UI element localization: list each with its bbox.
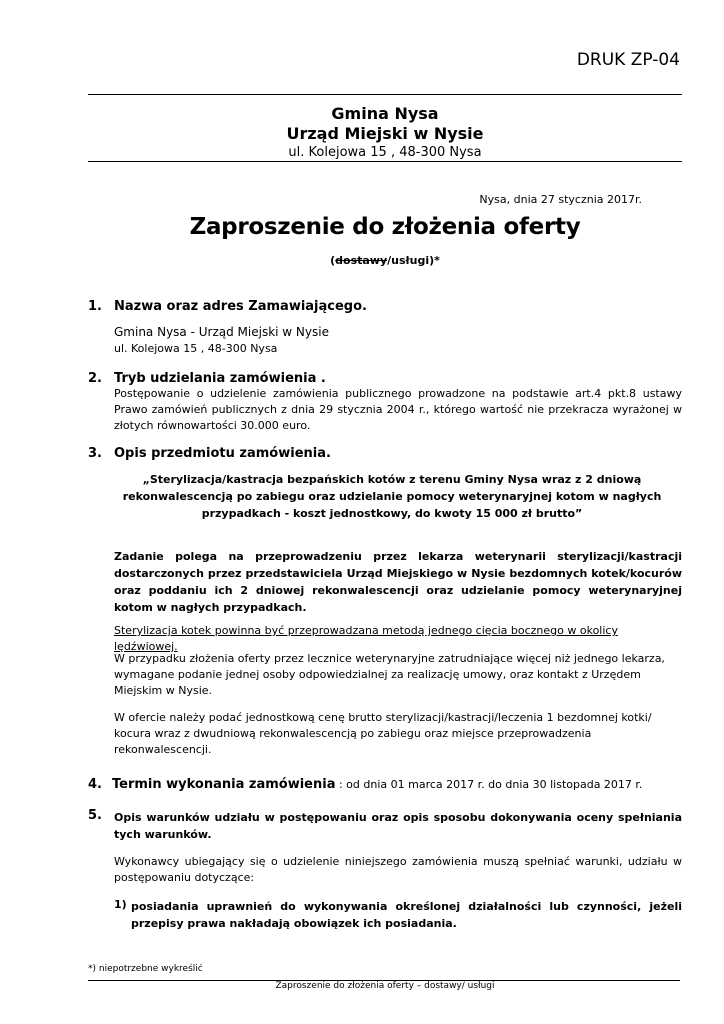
section-5-item1: posiadania uprawnień do wykonywania określonej działalności lub czynności, jeżeli przepisy prawa nakładają obowiązek ich posiadania.	[131, 900, 682, 930]
section-4-heading: Termin wykonania zamówienia	[112, 777, 336, 792]
section-3-para1: W przypadku złożenia oferty przez lecznice weterynaryjne zatrudniające więcej niż jednego lekarza, wymagane podanie jednej osoby odpowiedzialnej za realizację umowy, oraz kontakt z Urzędem Miejskim w Nysie.	[114, 652, 665, 697]
subtitle-rest: /usługi)*	[387, 254, 440, 267]
page-footer: Zaproszenie do złożenia oferty – dostawy/ usługi	[275, 981, 495, 991]
section-4-number: 4.	[88, 777, 102, 792]
org-name: Gmina Nysa	[331, 104, 439, 123]
section-3-underlined: Sterylizacja kotek powinna być przeprowadzana metodą jednego cięcia bocznego w okolicy lędźwiowej.	[114, 624, 618, 653]
org-address: ul. Kolejowa 15 , 48-300 Nysa	[288, 145, 482, 160]
section-5-heading: Opis warunków udziału w postępowaniu oraz opis sposobu dokonywania oceny spełniania tych warunków.	[114, 811, 682, 841]
section-2-text: Postępowanie o udzielenie zamówienia publicznego prowadzone na podstawie art.4 pkt.8 ustawy Prawo zamówień publicznych z dnia 29 stycznia 2004 r., którego wartość nie przekracza wyrażonej w złotych równowartości 30.000 euro.	[114, 387, 682, 432]
section-3-heading: Opis przedmiotu zamówienia.	[114, 446, 331, 461]
section-1-line2: ul. Kolejowa 15 , 48-300 Nysa	[114, 342, 278, 355]
section-2-number: 2.	[88, 371, 102, 386]
section-3-quote: „Sterylizacja/kastracja bezpańskich kotów z terenu Gminy Nysa wraz z 2 dniową rekonwalescencją po zabiegu oraz udzielanie pomocy weterynaryjnej kotom w nagłych przypadkach - koszt jednostkowy, do kwoty 15 000 zł brutto”	[122, 473, 662, 520]
section-1-number: 1.	[88, 299, 102, 314]
section-3-number: 3.	[88, 446, 102, 461]
org-office: Urząd Miejski w Nysie	[286, 124, 484, 143]
section-2-heading: Tryb udzielania zamówienia .	[114, 371, 326, 386]
section-4-text: : od dnia 01 marca 2017 r. do dnia 30 listopada 2017 r.	[335, 778, 643, 791]
section-5-number: 5.	[88, 808, 102, 823]
section-3-task: Zadanie polega na przeprowadzeniu przez lekarza weterynarii sterylizacji/kastracji dostarczonych przez przedstawiciela Urząd Miejskiego w Nysie bezdomnych kotek/kocurów oraz poddaniu ich 2 dniowej rekonwalescencji oraz udzielanie pomocy weterynaryjnej kotom w nagłych przypadkach.	[114, 550, 682, 614]
date-line: Nysa, dnia 27 stycznia 2017r.	[479, 193, 642, 206]
document-title: Zaproszenie do złożenia oferty	[189, 214, 581, 240]
subtitle-open: (	[330, 254, 336, 267]
section-4-line	[112, 777, 682, 792]
subtitle-struck: dostawy	[335, 254, 388, 267]
section-5-item1-number: 1)	[114, 898, 127, 911]
section-1-heading: Nazwa oraz adres Zamawiającego.	[114, 299, 367, 314]
document-subtitle	[88, 254, 682, 267]
footnote: *) niepotrzebne wykreślić	[88, 964, 203, 974]
section-1-line1: Gmina Nysa - Urząd Miejski w Nysie	[114, 325, 329, 339]
section-3-para2: W ofercie należy podać jednostkową cenę brutto sterylizacji/kastracji/leczenia 1 bezdomnej kotki/ kocura wraz z dwudniową rekonwalescencją po zabiegu oraz miejsce przeprowadzenia rekonwalescencji.	[114, 711, 652, 756]
header-top-rule	[88, 94, 682, 95]
header-bottom-rule	[88, 161, 682, 162]
section-5-text: Wykonawcy ubiegający się o udzielenie niniejszego zamówienia muszą spełniać warunki, udziału w postępowaniu dotyczące:	[114, 855, 682, 884]
document-code: DRUK ZP-04	[576, 50, 680, 70]
